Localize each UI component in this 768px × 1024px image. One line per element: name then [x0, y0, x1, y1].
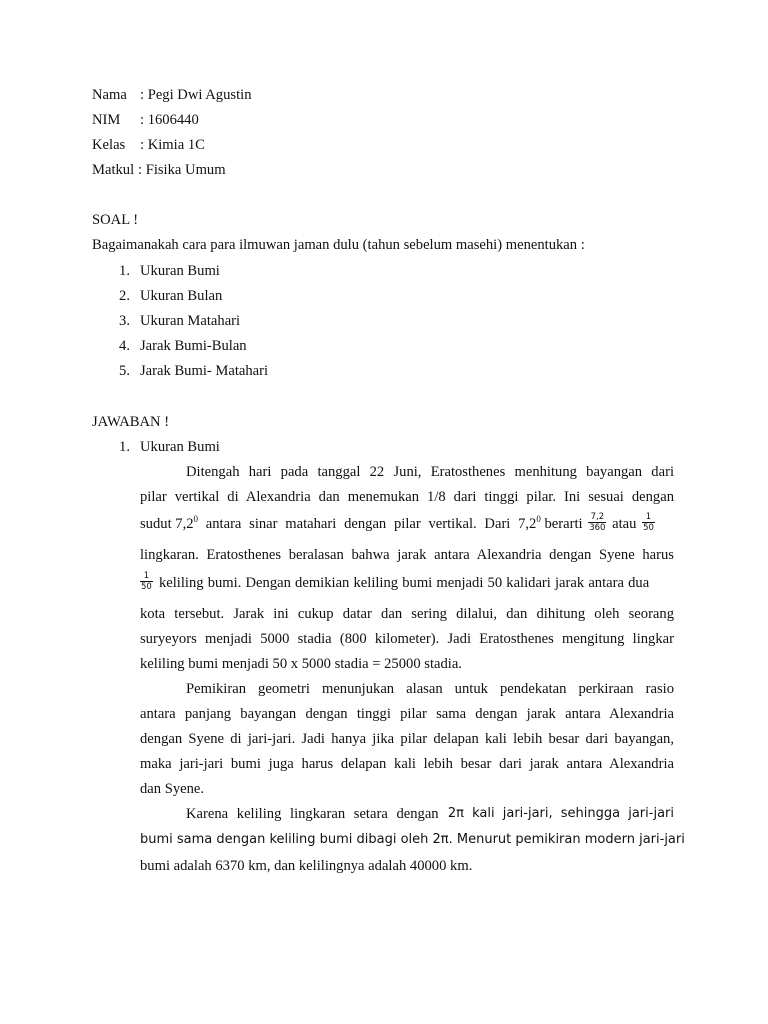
list-item-text: Ukuran Matahari	[140, 313, 241, 329]
fraction-denominator: 360	[589, 523, 606, 533]
text-segment: Karena keliling lingkaran setara dengan	[186, 806, 439, 822]
fraction-7-2-over-360	[588, 512, 606, 533]
list-item-number: 5.	[119, 363, 130, 379]
list-item-number: 4.	[119, 338, 130, 354]
kelas-label: Kelas	[92, 137, 126, 153]
matkul-value: : Fisika Umum	[138, 162, 226, 178]
list-item-text: Ukuran Bumi	[140, 263, 220, 279]
paragraph-line: pilar vertikal di Alexandria dan menemukan 1/8 dari tinggi pilar. Ini sesuai dengan	[140, 489, 674, 505]
kelas-value: : Kimia 1C	[140, 137, 205, 153]
paragraph-line-fraction	[140, 514, 674, 538]
paragraph-line: suryeyors menjadi 5000 stadia (800 kilometer). Jadi Eratosthenes mengitung lingkar	[140, 631, 674, 647]
fraction-denominator: 50	[141, 582, 152, 592]
answer-item-number: 1.	[119, 439, 130, 455]
jawaban-heading: JAWABAN !	[92, 414, 170, 430]
degree-superscript: 0	[193, 513, 199, 524]
matkul-label: Matkul	[92, 162, 135, 178]
paragraph-line: dan Syene.	[140, 781, 205, 797]
text-segment: 2π kali jari-jari, sehingga jari-jari	[447, 806, 674, 821]
paragraph-line: Pemikiran geometri menunjukan alasan untuk pendekatan perkiraan rasio	[186, 681, 674, 697]
paragraph-line: bumi sama dengan keliling bumi dibagi oleh 2π. Menurut pemikiran modern jari-jari	[140, 832, 685, 847]
nim-value: : 1606440	[140, 112, 199, 128]
list-item-text: Jarak Bumi-Bulan	[140, 338, 247, 354]
answer-item-title: Ukuran Bumi	[140, 439, 220, 455]
fraction-denominator: 50	[643, 523, 654, 533]
paragraph-line: Ditengah hari pada tanggal 22 Juni, Eratosthenes menhitung bayangan dari	[186, 464, 674, 480]
name-label: Nama	[92, 87, 127, 103]
list-item-text: Jarak Bumi- Matahari	[140, 363, 269, 379]
paragraph-line: maka jari-jari bumi juga harus delapan kali lebih besar dari jarak antara Alexandria	[140, 756, 674, 772]
list-item-number: 1.	[119, 263, 130, 279]
text-segment: keliling bumi. Dengan demikian keliling bumi menjadi 50 kalidari jarak antara dua	[154, 574, 650, 591]
text-segment: sudut 7,2	[140, 515, 194, 532]
name-value: : Pegi Dwi Agustin	[140, 87, 252, 103]
fraction-numerator: 1	[642, 512, 655, 523]
fraction-numerator: 1	[140, 571, 153, 582]
fraction-numerator: 7,2	[588, 512, 606, 523]
paragraph-line: lingkaran. Eratosthenes beralasan bahwa jarak antara Alexandria dengan Syene harus	[140, 547, 674, 563]
text-segment: atau	[612, 515, 637, 532]
paragraph-line: dengan Syene di jari-jari. Jadi hanya jika pilar delapan kali lebih besar dari bayangan,	[140, 731, 674, 747]
list-item-text: Ukuran Bulan	[140, 288, 223, 304]
nim-label: NIM	[92, 112, 121, 128]
fraction-1-over-50	[642, 512, 655, 533]
text-segment: antara sinar matahari dengan pilar vertikal. Dari 7,2	[198, 515, 537, 532]
soal-heading: SOAL !	[92, 212, 139, 228]
degree-superscript: 0	[536, 513, 541, 524]
soal-question: Bagaimanakah cara para ilmuwan jaman dulu (tahun sebelum masehi) menentukan :	[92, 237, 585, 253]
paragraph-line: antara panjang bayangan dengan tinggi pilar sama dengan jarak antara Alexandria	[140, 706, 674, 722]
paragraph-line	[186, 806, 674, 823]
paragraph-line: bumi adalah 6370 km, dan kelilingnya adalah 40000 km.	[140, 858, 473, 874]
paragraph-line: keliling bumi menjadi 50 x 5000 stadia = 25000 stadia.	[140, 656, 462, 672]
fraction-1-over-50	[140, 571, 153, 592]
text-segment: berarti	[540, 515, 583, 532]
paragraph-line-fraction	[140, 573, 674, 597]
paragraph-line: kota tersebut. Jarak ini cukup datar dan sering dilalui, dan dihitung oleh seorang	[140, 606, 674, 622]
list-item-number: 3.	[119, 313, 130, 329]
list-item-number: 2.	[119, 288, 130, 304]
